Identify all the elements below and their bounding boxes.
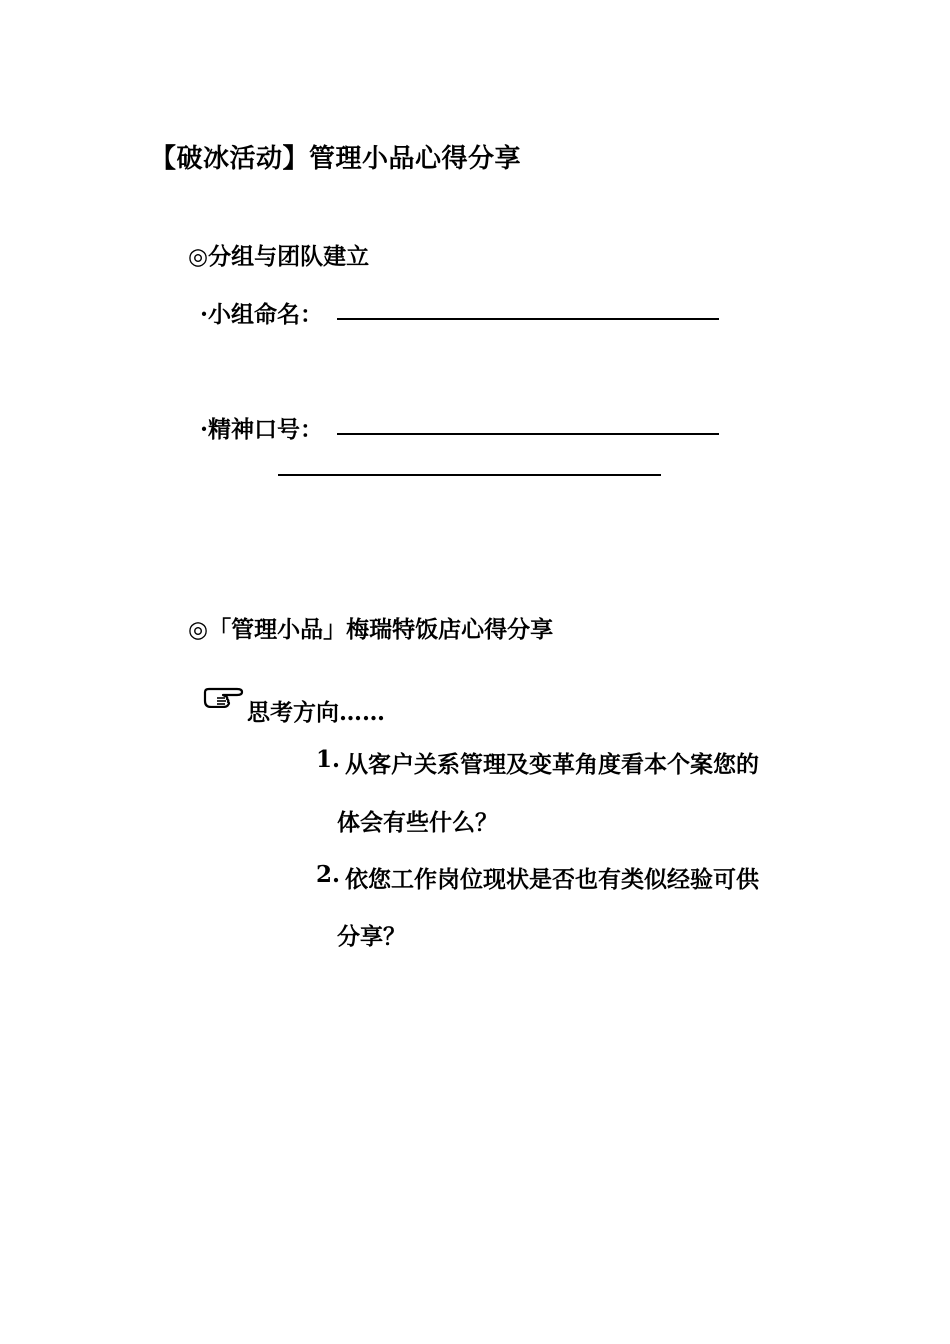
pointing-hand-icon [203,686,245,708]
slogan-blank-line-1 [337,433,719,435]
question-text-line1: 依您工作岗位现状是否也有类似经验可供 [345,866,759,893]
question-text-line2: 分享？ [337,923,406,950]
question-number: 1. [316,746,341,773]
question-text-line1: 从客户关系管理及变革角度看本个案您的 [345,751,759,778]
hint-text: 思考方向…… [247,699,385,726]
page-title: 【破冰活动】管理小品心得分享 [150,144,522,174]
section-heading-case: ◎「管理小品」梅瑞特饭店心得分享 [188,616,554,643]
slogan-blank-line-2 [278,474,661,476]
team-name-label: ·小组命名： [200,301,324,328]
question-text-line2: 体会有些什么？ [337,809,498,836]
question-number: 2. [316,861,341,888]
section-heading-team: ◎分组与团队建立 [188,243,370,270]
slogan-label: ·精神口号： [200,416,324,443]
team-name-blank-line [337,318,719,320]
